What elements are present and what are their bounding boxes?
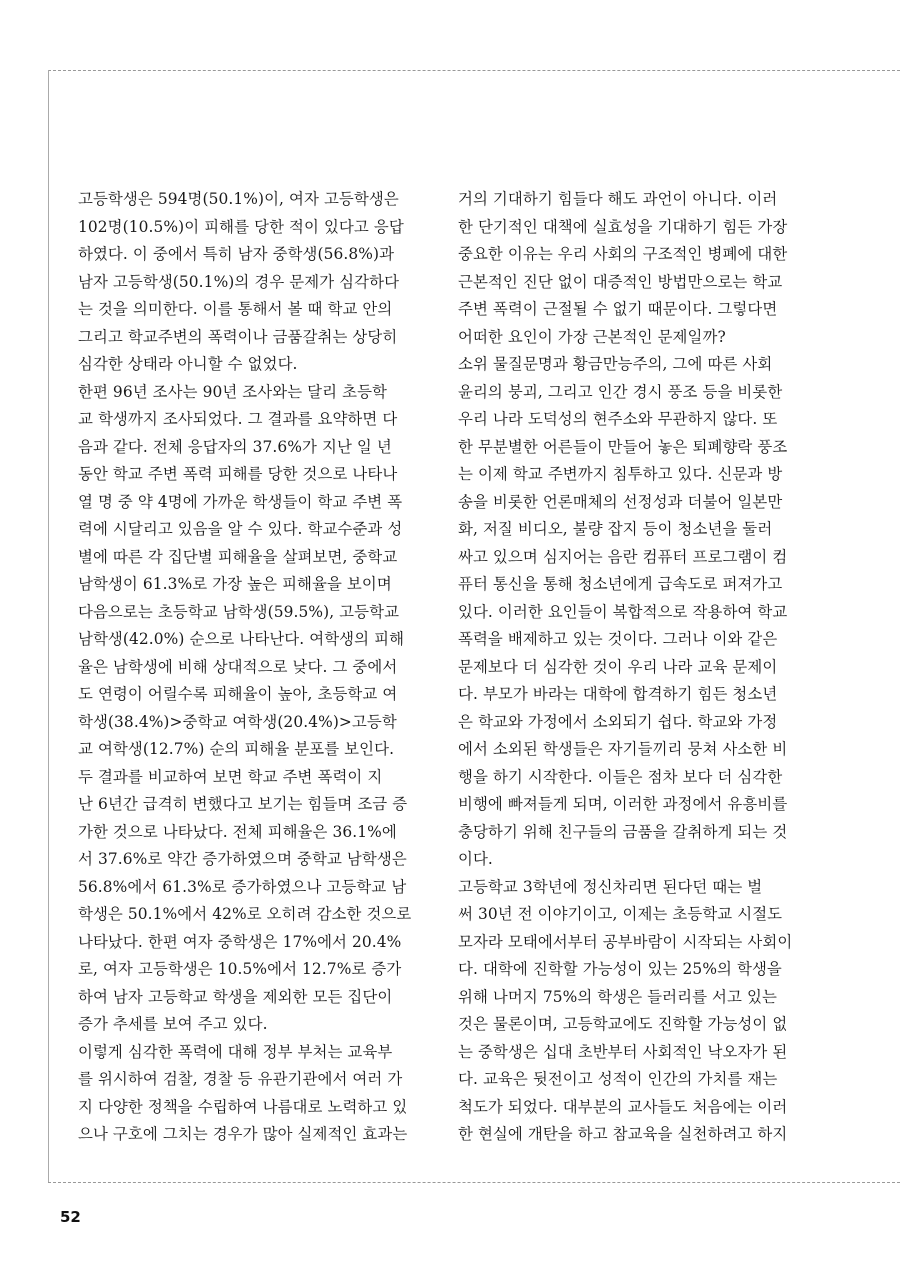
text-line: 화, 저질 비디오, 불량 잡지 등이 청소년을 둘러	[458, 520, 773, 538]
text-line: 56.8%에서 61.3%로 증가하였으나 고등학교 남	[78, 877, 407, 896]
text-line: 한 단기적인 대책에 실효성을 기대하기 힘든 가장	[458, 217, 788, 236]
text-line: 중요한 이유는 우리 사회의 구조적인 병폐에 대한	[458, 245, 788, 263]
text-line: 그리고 학교주변의 폭력이나 금품갈취는 상당히	[78, 327, 398, 346]
text-line: 이다.	[458, 850, 493, 868]
text-line: 난 6년간 급격히 변했다고 보기는 힘들며 조금 증	[78, 795, 408, 813]
text-line: 폭력을 배제하고 있는 것이다. 그러나 이와 같은	[458, 630, 778, 648]
page-frame-bottom-rule	[48, 1182, 900, 1183]
text-line: 하여 남자 고등학교 학생을 제외한 모든 집단이	[78, 987, 393, 1006]
text-line: 교 여학생(12.7%) 순의 피해율 분포를 보인다.	[78, 740, 395, 758]
text-line: 척도가 되었다. 대부분의 교사들도 처음에는 이러	[458, 1097, 788, 1116]
text-line: 거의 기대하기 힘들다 해도 과언이 아니다. 이러	[458, 190, 778, 208]
text-line: 에서 소외된 학생들은 자기들끼리 뭉쳐 사소한 비	[458, 740, 788, 758]
text-line: 싸고 있으며 심지어는 음란 컴퓨터 프로그램이 컴	[458, 547, 788, 566]
text-line: 주변 폭력이 근절될 수 없기 때문이다. 그렇다면	[458, 300, 778, 318]
text-line: 심각한 상태라 아니할 수 없었다.	[78, 355, 298, 373]
text-line: 남학생이 61.3%로 가장 높은 피해율을 보이며	[78, 575, 392, 593]
text-line: 가한 것으로 나타났다. 전체 피해율은 36.1%에	[78, 822, 397, 841]
text-line: 윤리의 붕괴, 그리고 인간 경시 풍조 등을 비롯한	[458, 382, 783, 401]
text-line: 어떠한 요인이 가장 근본적인 문제일까?	[458, 327, 726, 346]
text-line: 두 결과를 비교하여 보면 학교 주변 폭력이 지	[78, 767, 383, 786]
text-line: 서 37.6%로 약간 증가하였으며 중학교 남학생은	[78, 850, 407, 868]
text-line: 한 무분별한 어른들이 만들어 놓은 퇴폐향락 풍조	[458, 437, 788, 456]
text-line: 는 중학생은 십대 초반부터 사회적인 낙오자가 된	[458, 1042, 788, 1061]
text-line: 것은 물론이며, 고등학교에도 진학할 가능성이 없	[458, 1015, 788, 1033]
text-line: 다. 부모가 바라는 대학에 합격하기 힘든 청소년	[458, 685, 778, 703]
text-line: 음과 같다. 전체 응답자의 37.6%가 지난 일 년	[78, 437, 392, 456]
text-line: 력에 시달리고 있음을 알 수 있다. 학교수준과 성	[78, 520, 403, 538]
text-line: 지 다양한 정책을 수립하여 나름대로 노력하고 있	[78, 1097, 408, 1116]
text-line: 써 30년 전 이야기이고, 이제는 초등학교 시절도	[458, 905, 783, 923]
text-line: 열 명 중 약 4명에 가까운 학생들이 학교 주변 폭	[78, 492, 403, 511]
text-line: 우리 나라 도덕성의 현주소와 무관하지 않다. 또	[458, 410, 778, 428]
text-line: 문제보다 더 심각한 것이 우리 나라 교육 문제이	[458, 657, 778, 676]
text-line: 모자라 모태에서부터 공부바람이 시작되는 사회이	[458, 932, 793, 951]
text-line: 고등학생은 594명(50.1%)이, 여자 고등학생은	[78, 190, 399, 208]
text-line: 은 학교와 가정에서 소외되기 쉽다. 학교와 가정	[458, 712, 778, 731]
text-line: 율은 남학생에 비해 상대적으로 낮다. 그 중에서	[78, 657, 398, 676]
text-line: 남학생(42.0%) 순으로 나타난다. 여학생의 피해	[78, 630, 405, 648]
text-line: 비행에 빠져들게 되며, 이러한 과정에서 유흥비를	[458, 795, 788, 813]
text-line: 도 연령이 어릴수록 피해율이 높아, 초등학교 여	[78, 685, 398, 703]
text-line: 송을 비롯한 언론매체의 선정성과 더불어 일본만	[458, 492, 783, 511]
text-line: 다. 교육은 뒷전이고 성적이 인간의 가치를 재는	[458, 1070, 778, 1088]
text-line: 증가 추세를 보여 주고 있다.	[78, 1015, 268, 1033]
text-line: 동안 학교 주변 폭력 피해를 당한 것으로 나타나	[78, 465, 398, 483]
text-line: 충당하기 위해 친구들의 금품을 갈취하게 되는 것	[458, 822, 788, 841]
text-line: 고등학교 3학년에 정신차리면 된다던 때는 벌	[458, 877, 763, 896]
text-line: 나타났다. 한편 여자 중학생은 17%에서 20.4%	[78, 932, 402, 951]
page-frame-top-rule	[48, 70, 900, 71]
text-line: 별에 따른 각 집단별 피해율을 살펴보면, 중학교	[78, 547, 398, 566]
text-line: 위해 나머지 75%의 학생은 들러리를 서고 있는	[458, 987, 777, 1006]
text-line: 하였다. 이 중에서 특히 남자 중학생(56.8%)과	[78, 245, 395, 263]
text-line: 교 학생까지 조사되었다. 그 결과를 요약하면 다	[78, 410, 398, 428]
text-line: 남자 고등학생(50.1%)의 경우 문제가 심각하다	[78, 272, 400, 291]
text-line: 102명(10.5%)이 피해를 당한 적이 있다고 응답	[78, 217, 404, 236]
text-line: 학생은 50.1%에서 42%로 오히려 감소한 것으로	[78, 905, 412, 923]
text-line: 행을 하기 시작한다. 이들은 점차 보다 더 심각한	[458, 767, 783, 786]
text-line: 다. 대학에 진학할 가능성이 있는 25%의 학생을	[458, 960, 782, 978]
text-line: 는 것을 의미한다. 이를 통해서 볼 때 학교 안의	[78, 300, 393, 318]
right-text-column	[458, 186, 816, 1149]
page-frame-left-rule	[48, 70, 49, 1182]
text-line: 를 위시하여 검찰, 경찰 등 유관기관에서 여러 가	[78, 1070, 403, 1088]
text-line: 로, 여자 고등학생은 10.5%에서 12.7%로 증가	[78, 960, 402, 978]
left-text-column	[78, 186, 430, 1149]
text-line: 이렇게 심각한 폭력에 대해 정부 부처는 교육부	[78, 1042, 393, 1061]
text-line: 다음으로는 초등학교 남학생(59.5%), 고등학교	[78, 602, 400, 621]
text-line: 한편 96년 조사는 90년 조사와는 달리 초등학	[78, 382, 387, 401]
text-line: 소위 물질문명과 황금만능주의, 그에 따른 사회	[458, 355, 773, 373]
text-line: 퓨터 통신을 통해 청소년에게 급속도로 퍼져가고	[458, 575, 783, 593]
text-line: 있다. 이러한 요인들이 복합적으로 작용하여 학교	[458, 602, 788, 621]
text-line: 근본적인 진단 없이 대증적인 방법만으로는 학교	[458, 272, 783, 291]
text-line: 학생(38.4%)>중학교 여학생(20.4%)>고등학	[78, 712, 397, 731]
text-line: 는 이제 학교 주변까지 침투하고 있다. 신문과 방	[458, 465, 783, 483]
text-line: 으나 구호에 그치는 경우가 많아 실제적인 효과는	[78, 1125, 408, 1143]
page-number: 52	[60, 1208, 81, 1226]
text-line: 한 현실에 개탄을 하고 참교육을 실천하려고 하지	[458, 1125, 788, 1143]
